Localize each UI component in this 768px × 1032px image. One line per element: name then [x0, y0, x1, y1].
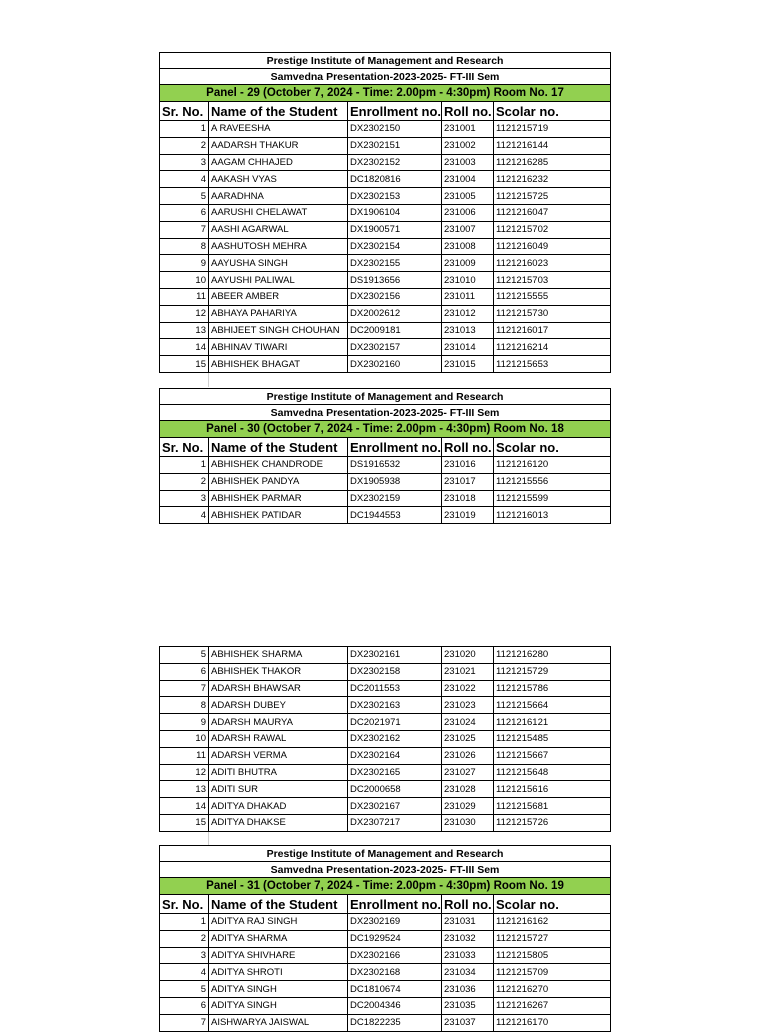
column-header-enrollment-no: Enrollment no. — [348, 438, 442, 457]
column-header-scholar-no: Scolar no. — [494, 438, 611, 457]
column-header-enrollment-no: Enrollment no. — [348, 895, 442, 914]
student-row — [160, 798, 611, 815]
student-row — [160, 238, 611, 255]
spacer-cell — [209, 831, 348, 846]
sr-no-cell: 4 — [160, 171, 209, 188]
institute-name: Prestige Institute of Management and Research — [160, 846, 611, 862]
spacer-cell — [348, 831, 442, 846]
sr-no-cell: 11 — [160, 288, 209, 305]
student-name-cell: AISHWARYA JAISWAL — [209, 1014, 348, 1031]
sr-no-cell: 10 — [160, 730, 209, 747]
sr-no-cell: 4 — [160, 507, 209, 524]
enrollment-no-cell: DX2302157 — [348, 339, 442, 356]
student-row — [160, 121, 611, 138]
panel-30-continued-body — [160, 647, 611, 846]
roll-no-cell: 231023 — [442, 697, 494, 714]
student-name-cell: ABHISHEK CHANDRODE — [209, 457, 348, 474]
student-name-cell: AASHUTOSH MEHRA — [209, 238, 348, 255]
enrollment-no-cell: DS1913656 — [348, 272, 442, 289]
student-name-cell: AAYUSHA SINGH — [209, 255, 348, 272]
student-row — [160, 647, 611, 664]
roll-no-cell: 231024 — [442, 714, 494, 731]
enrollment-no-cell: DC2000658 — [348, 781, 442, 798]
subtitle-row — [160, 862, 611, 878]
enrollment-no-cell: DX1900571 — [348, 221, 442, 238]
roll-no-cell: 231026 — [442, 747, 494, 764]
panel-31-table — [159, 845, 611, 1032]
scholar-no-cell: 1121216120 — [494, 457, 611, 474]
sr-no-cell: 7 — [160, 680, 209, 697]
panel-29-sheet — [159, 52, 610, 387]
panel-title-row — [160, 85, 611, 102]
student-row — [160, 204, 611, 221]
enrollment-no-cell: DX2302150 — [348, 121, 442, 138]
scholar-no-cell: 1121216013 — [494, 507, 611, 524]
scholar-no-cell: 1121216049 — [494, 238, 611, 255]
sr-no-cell: 4 — [160, 964, 209, 981]
scholar-no-cell: 1121216144 — [494, 137, 611, 154]
student-name-cell: ABHISHEK THAKOR — [209, 663, 348, 680]
scholar-no-cell: 1121216162 — [494, 914, 611, 931]
presentation-subtitle: Samvedna Presentation-2023-2025- FT-III Sem — [160, 862, 611, 878]
panel-30-body — [160, 389, 611, 524]
roll-no-cell: 231021 — [442, 663, 494, 680]
spacer-cell — [442, 831, 494, 846]
enrollment-no-cell: DX2302167 — [348, 798, 442, 815]
spacer-row — [160, 831, 611, 846]
sr-no-cell: 10 — [160, 272, 209, 289]
student-name-cell: ADITYA SINGH — [209, 997, 348, 1014]
student-name-cell: AARUSHI CHELAWAT — [209, 204, 348, 221]
student-name-cell: ADARSH RAWAL — [209, 730, 348, 747]
enrollment-no-cell: DC2011553 — [348, 680, 442, 697]
enrollment-no-cell: DX2302164 — [348, 747, 442, 764]
student-row — [160, 764, 611, 781]
roll-no-cell: 231008 — [442, 238, 494, 255]
sr-no-cell: 15 — [160, 356, 209, 373]
scholar-no-cell: 1121215729 — [494, 663, 611, 680]
enrollment-no-cell: DX2002612 — [348, 305, 442, 322]
column-header-roll-no: Roll no. — [442, 102, 494, 121]
roll-no-cell: 231028 — [442, 781, 494, 798]
student-row — [160, 730, 611, 747]
roll-no-cell: 231006 — [442, 204, 494, 221]
presentation-subtitle: Samvedna Presentation-2023-2025- FT-III Sem — [160, 69, 611, 85]
enrollment-no-cell: DX2307217 — [348, 814, 442, 831]
enrollment-no-cell: DC1820816 — [348, 171, 442, 188]
enrollment-no-cell: DX2302158 — [348, 663, 442, 680]
sr-no-cell: 12 — [160, 764, 209, 781]
student-name-cell: ADITI BHUTRA — [209, 764, 348, 781]
student-name-cell: ADARSH MAURYA — [209, 714, 348, 731]
column-header-enrollment-no: Enrollment no. — [348, 102, 442, 121]
column-header-student-name: Name of the Student — [209, 102, 348, 121]
student-name-cell: AARADHNA — [209, 188, 348, 205]
student-row — [160, 272, 611, 289]
sr-no-cell: 3 — [160, 490, 209, 507]
institute-row — [160, 846, 611, 862]
spacer-cell — [494, 831, 611, 846]
roll-no-cell: 231014 — [442, 339, 494, 356]
roll-no-cell: 231017 — [442, 473, 494, 490]
roll-no-cell: 231018 — [442, 490, 494, 507]
sr-no-cell: 6 — [160, 997, 209, 1014]
sr-no-cell: 11 — [160, 747, 209, 764]
panel-29-table — [159, 52, 611, 387]
scholar-no-cell: 1121215727 — [494, 930, 611, 947]
spacer-cell — [442, 372, 494, 387]
enrollment-no-cell: DC2021971 — [348, 714, 442, 731]
roll-no-cell: 231029 — [442, 798, 494, 815]
student-row — [160, 714, 611, 731]
student-name-cell: ABHIJEET SINGH CHOUHAN — [209, 322, 348, 339]
sr-no-cell: 5 — [160, 647, 209, 664]
enrollment-no-cell: DX2302162 — [348, 730, 442, 747]
spacer-cell — [160, 372, 209, 387]
panel-31-body — [160, 846, 611, 1032]
enrollment-no-cell: DX2302152 — [348, 154, 442, 171]
enrollment-no-cell: DX2302168 — [348, 964, 442, 981]
roll-no-cell: 231004 — [442, 171, 494, 188]
scholar-no-cell: 1121216047 — [494, 204, 611, 221]
enrollment-no-cell: DX1906104 — [348, 204, 442, 221]
roll-no-cell: 231001 — [442, 121, 494, 138]
institute-row — [160, 389, 611, 405]
subtitle-row — [160, 69, 611, 85]
student-row — [160, 697, 611, 714]
student-name-cell: ADITYA DHAKAD — [209, 798, 348, 815]
roll-no-cell: 231009 — [442, 255, 494, 272]
panel-title-row — [160, 878, 611, 895]
sr-no-cell: 3 — [160, 154, 209, 171]
roll-no-cell: 231005 — [442, 188, 494, 205]
student-name-cell: ADITYA SHARMA — [209, 930, 348, 947]
column-header-sr-no: Sr. No. — [160, 102, 209, 121]
roll-no-cell: 231036 — [442, 981, 494, 998]
student-name-cell: ADARSH VERMA — [209, 747, 348, 764]
student-row — [160, 188, 611, 205]
scholar-no-cell: 1121216270 — [494, 981, 611, 998]
student-name-cell: ADITYA DHAKSE — [209, 814, 348, 831]
enrollment-no-cell: DX2302155 — [348, 255, 442, 272]
panel-30-sheet — [159, 388, 610, 524]
column-header-scholar-no: Scolar no. — [494, 102, 611, 121]
student-name-cell: ABHISHEK BHAGAT — [209, 356, 348, 373]
enrollment-no-cell: DX2302153 — [348, 188, 442, 205]
roll-no-cell: 231015 — [442, 356, 494, 373]
student-name-cell: ABHISHEK PANDYA — [209, 473, 348, 490]
student-row — [160, 747, 611, 764]
student-name-cell: ADITI SUR — [209, 781, 348, 798]
student-name-cell: ADARSH DUBEY — [209, 697, 348, 714]
enrollment-no-cell: DX2302165 — [348, 764, 442, 781]
scholar-no-cell: 1121215726 — [494, 814, 611, 831]
enrollment-no-cell: DS1916532 — [348, 457, 442, 474]
roll-no-cell: 231032 — [442, 930, 494, 947]
student-name-cell: ABHISHEK SHARMA — [209, 647, 348, 664]
sr-no-cell: 8 — [160, 697, 209, 714]
spacer-cell — [160, 831, 209, 846]
sr-no-cell: 14 — [160, 339, 209, 356]
scholar-no-cell: 1121215681 — [494, 798, 611, 815]
student-row — [160, 473, 611, 490]
enrollment-no-cell: DC1810674 — [348, 981, 442, 998]
spacer-cell — [209, 372, 348, 387]
column-header-row — [160, 895, 611, 914]
scholar-no-cell: 1121215556 — [494, 473, 611, 490]
roll-no-cell: 231030 — [442, 814, 494, 831]
student-name-cell: ABEER AMBER — [209, 288, 348, 305]
roll-no-cell: 231012 — [442, 305, 494, 322]
subtitle-row — [160, 405, 611, 421]
scholar-no-cell: 1121215616 — [494, 781, 611, 798]
student-row — [160, 154, 611, 171]
enrollment-no-cell: DX2302160 — [348, 356, 442, 373]
scholar-no-cell: 1121215730 — [494, 305, 611, 322]
student-row — [160, 457, 611, 474]
scholar-no-cell: 1121216267 — [494, 997, 611, 1014]
roll-no-cell: 231013 — [442, 322, 494, 339]
sr-no-cell: 5 — [160, 188, 209, 205]
spacer-cell — [348, 372, 442, 387]
student-row — [160, 507, 611, 524]
sr-no-cell: 9 — [160, 255, 209, 272]
roll-no-cell: 231027 — [442, 764, 494, 781]
enrollment-no-cell: DC1929524 — [348, 930, 442, 947]
enrollment-no-cell: DC2004346 — [348, 997, 442, 1014]
panel-31-sheet — [159, 845, 610, 1032]
student-row — [160, 305, 611, 322]
sr-no-cell: 2 — [160, 137, 209, 154]
sr-no-cell: 8 — [160, 238, 209, 255]
student-name-cell: AAKASH VYAS — [209, 171, 348, 188]
panel-title: Panel - 31 (October 7, 2024 - Time: 2.00pm - 4:30pm) Room No. 19 — [160, 878, 611, 895]
sr-no-cell: 6 — [160, 204, 209, 221]
sr-no-cell: 12 — [160, 305, 209, 322]
column-header-sr-no: Sr. No. — [160, 438, 209, 457]
sr-no-cell: 3 — [160, 947, 209, 964]
sr-no-cell: 1 — [160, 914, 209, 931]
enrollment-no-cell: DC1944553 — [348, 507, 442, 524]
column-header-scholar-no: Scolar no. — [494, 895, 611, 914]
scholar-no-cell: 1121215786 — [494, 680, 611, 697]
student-row — [160, 137, 611, 154]
scholar-no-cell: 1121216280 — [494, 647, 611, 664]
student-row — [160, 930, 611, 947]
scholar-no-cell: 1121215719 — [494, 121, 611, 138]
scholar-no-cell: 1121215703 — [494, 272, 611, 289]
student-row — [160, 356, 611, 373]
roll-no-cell: 231022 — [442, 680, 494, 697]
student-row — [160, 339, 611, 356]
scholar-no-cell: 1121216023 — [494, 255, 611, 272]
enrollment-no-cell: DC2009181 — [348, 322, 442, 339]
scholar-no-cell: 1121215725 — [494, 188, 611, 205]
scholar-no-cell: 1121215702 — [494, 221, 611, 238]
sr-no-cell: 1 — [160, 121, 209, 138]
student-row — [160, 964, 611, 981]
student-row — [160, 322, 611, 339]
sr-no-cell: 6 — [160, 663, 209, 680]
column-header-row — [160, 438, 611, 457]
enrollment-no-cell: DX2302169 — [348, 914, 442, 931]
roll-no-cell: 231011 — [442, 288, 494, 305]
student-row — [160, 255, 611, 272]
student-name-cell: ABHAYA PAHARIYA — [209, 305, 348, 322]
presentation-subtitle: Samvedna Presentation-2023-2025- FT-III Sem — [160, 405, 611, 421]
roll-no-cell: 231020 — [442, 647, 494, 664]
roll-no-cell: 231031 — [442, 914, 494, 931]
sr-no-cell: 1 — [160, 457, 209, 474]
student-row — [160, 288, 611, 305]
student-row — [160, 914, 611, 931]
scholar-no-cell: 1121215805 — [494, 947, 611, 964]
scholar-no-cell: 1121216214 — [494, 339, 611, 356]
student-name-cell: AAGAM CHHAJED — [209, 154, 348, 171]
roll-no-cell: 231025 — [442, 730, 494, 747]
student-name-cell: ADITYA SHROTI — [209, 964, 348, 981]
roll-no-cell: 231016 — [442, 457, 494, 474]
enrollment-no-cell: DX2302156 — [348, 288, 442, 305]
student-name-cell: A RAVEESHA — [209, 121, 348, 138]
scholar-no-cell: 1121215667 — [494, 747, 611, 764]
panel-title: Panel - 29 (October 7, 2024 - Time: 2.00pm - 4:30pm) Room No. 17 — [160, 85, 611, 102]
enrollment-no-cell: DX1905938 — [348, 473, 442, 490]
sr-no-cell: 13 — [160, 322, 209, 339]
institute-name: Prestige Institute of Management and Research — [160, 389, 611, 405]
column-header-row — [160, 102, 611, 121]
student-row — [160, 1014, 611, 1031]
student-name-cell: AADARSH THAKUR — [209, 137, 348, 154]
student-row — [160, 947, 611, 964]
student-name-cell: ADITYA RAJ SINGH — [209, 914, 348, 931]
scholar-no-cell: 1121216121 — [494, 714, 611, 731]
spacer-row — [160, 372, 611, 387]
roll-no-cell: 231033 — [442, 947, 494, 964]
spacer-cell — [494, 372, 611, 387]
enrollment-no-cell: DX2302154 — [348, 238, 442, 255]
scholar-no-cell: 1121215599 — [494, 490, 611, 507]
student-name-cell: ABHISHEK PARMAR — [209, 490, 348, 507]
column-header-roll-no: Roll no. — [442, 438, 494, 457]
sr-no-cell: 7 — [160, 221, 209, 238]
panel-30-continued-sheet — [159, 646, 610, 846]
sr-no-cell: 2 — [160, 473, 209, 490]
roll-no-cell: 231002 — [442, 137, 494, 154]
student-row — [160, 814, 611, 831]
panel-30-continued-table — [159, 646, 611, 846]
roll-no-cell: 231037 — [442, 1014, 494, 1031]
sr-no-cell: 7 — [160, 1014, 209, 1031]
student-name-cell: ADARSH BHAWSAR — [209, 680, 348, 697]
column-header-roll-no: Roll no. — [442, 895, 494, 914]
roll-no-cell: 231010 — [442, 272, 494, 289]
enrollment-no-cell: DX2302163 — [348, 697, 442, 714]
scholar-no-cell: 1121216170 — [494, 1014, 611, 1031]
scholar-no-cell: 1121215653 — [494, 356, 611, 373]
scholar-no-cell: 1121215555 — [494, 288, 611, 305]
student-name-cell: ABHINAV TIWARI — [209, 339, 348, 356]
student-name-cell: ABHISHEK PATIDAR — [209, 507, 348, 524]
column-header-student-name: Name of the Student — [209, 438, 348, 457]
student-row — [160, 490, 611, 507]
roll-no-cell: 231035 — [442, 997, 494, 1014]
panel-30-table — [159, 388, 611, 524]
scholar-no-cell: 1121215709 — [494, 964, 611, 981]
roll-no-cell: 231003 — [442, 154, 494, 171]
student-name-cell: ADITYA SHIVHARE — [209, 947, 348, 964]
roll-no-cell: 231019 — [442, 507, 494, 524]
student-row — [160, 171, 611, 188]
student-row — [160, 981, 611, 998]
student-row — [160, 680, 611, 697]
sr-no-cell: 14 — [160, 798, 209, 815]
enrollment-no-cell: DX2302151 — [348, 137, 442, 154]
roll-no-cell: 231034 — [442, 964, 494, 981]
student-row — [160, 997, 611, 1014]
panel-title-row — [160, 421, 611, 438]
scholar-no-cell: 1121215485 — [494, 730, 611, 747]
institute-name: Prestige Institute of Management and Research — [160, 53, 611, 69]
enrollment-no-cell: DC1822235 — [348, 1014, 442, 1031]
sr-no-cell: 2 — [160, 930, 209, 947]
student-name-cell: AAYUSHI PALIWAL — [209, 272, 348, 289]
student-row — [160, 781, 611, 798]
scholar-no-cell: 1121216232 — [494, 171, 611, 188]
student-name-cell: ADITYA SINGH — [209, 981, 348, 998]
scholar-no-cell: 1121216017 — [494, 322, 611, 339]
roll-no-cell: 231007 — [442, 221, 494, 238]
column-header-student-name: Name of the Student — [209, 895, 348, 914]
scholar-no-cell: 1121216285 — [494, 154, 611, 171]
student-row — [160, 663, 611, 680]
sr-no-cell: 15 — [160, 814, 209, 831]
student-row — [160, 221, 611, 238]
enrollment-no-cell: DX2302161 — [348, 647, 442, 664]
institute-row — [160, 53, 611, 69]
sr-no-cell: 9 — [160, 714, 209, 731]
student-name-cell: AASHI AGARWAL — [209, 221, 348, 238]
sr-no-cell: 13 — [160, 781, 209, 798]
enrollment-no-cell: DX2302166 — [348, 947, 442, 964]
scholar-no-cell: 1121215664 — [494, 697, 611, 714]
panel-title: Panel - 30 (October 7, 2024 - Time: 2.00pm - 4:30pm) Room No. 18 — [160, 421, 611, 438]
scholar-no-cell: 1121215648 — [494, 764, 611, 781]
panel-29-body — [160, 53, 611, 387]
enrollment-no-cell: DX2302159 — [348, 490, 442, 507]
column-header-sr-no: Sr. No. — [160, 895, 209, 914]
sr-no-cell: 5 — [160, 981, 209, 998]
